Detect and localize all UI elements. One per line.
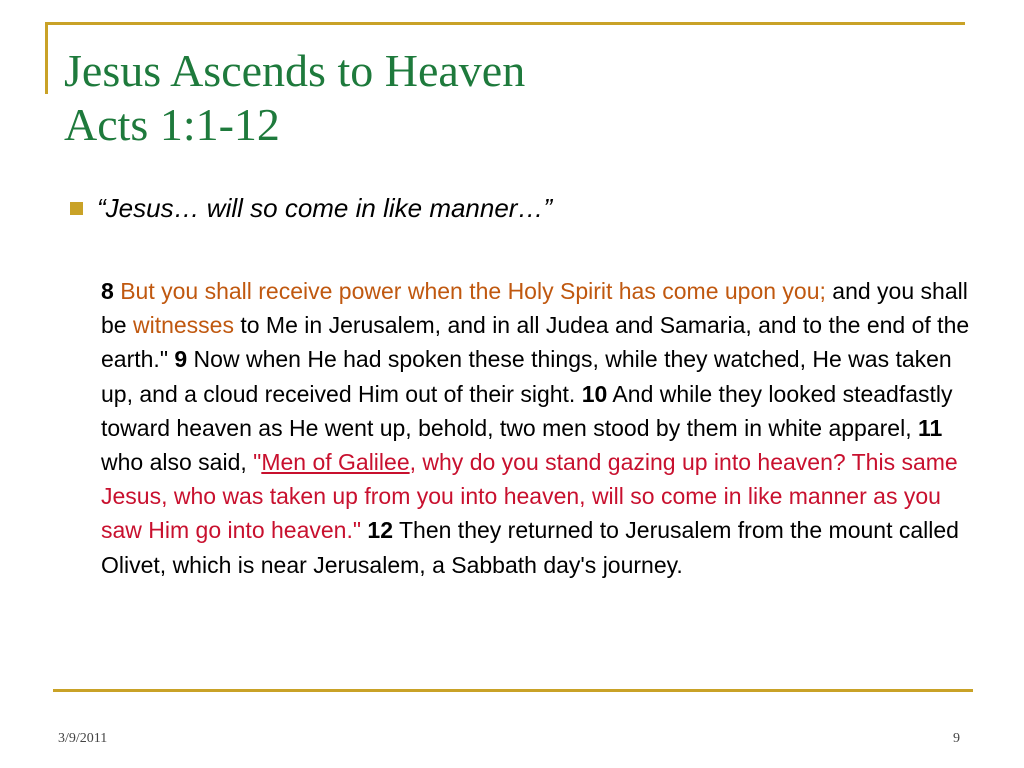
frame-top-line (45, 22, 965, 25)
square-bullet-icon (70, 202, 83, 215)
verse-number-9: 9 (174, 346, 188, 373)
men-of-galilee-link[interactable]: Men of Galilee (261, 449, 410, 476)
title-line-1: Jesus Ascends to Heaven (64, 45, 526, 96)
frame-bottom-line (53, 689, 973, 692)
verse-8-text-end: to Me in Jerusalem, and in all Judea and Samaria, and to the end of the earth." (101, 312, 970, 373)
verse-number-12: 12 (367, 517, 394, 544)
scripture-passage (101, 274, 971, 582)
bullet-quote: “Jesus… will so come in like manner…” (97, 193, 553, 223)
page-number: 9 (953, 731, 960, 746)
verse-8-highlight: But you shall receive power when the Holy Spirit has come upon you; (120, 278, 826, 304)
verse-number-10: 10 (581, 380, 608, 407)
verse-10-text: And while they looked steadfastly toward heaven as He went up, behold, two men stood by them in white apparel, (101, 380, 953, 441)
verse-9-text: Now when He had spoken these things, while they watched, He was taken up, and a cloud received Him out of their sight. (101, 346, 952, 407)
frame-left-line (45, 22, 48, 94)
footer-date: 3/9/2011 (58, 731, 108, 746)
verse-12-text: Then they returned to Jerusalem from the mount called Olivet, which is near Jerusalem, a Sabbath day's journey. (101, 517, 959, 578)
verse-11-text: who also said, (101, 449, 254, 476)
slide-title (64, 44, 525, 152)
bullet-item (70, 193, 552, 224)
verse-11-quote-text: , why do you stand gazing up into heaven? This same Jesus, who was taken up from you into heaven, will so come in like manner as you saw Him go into heaven." (101, 449, 958, 544)
title-line-2: Acts 1:1-12 (64, 99, 280, 150)
verse-number-8: 8 (101, 278, 114, 304)
verse-8-witnesses: witnesses (132, 312, 234, 339)
verse-number-11: 11 (917, 414, 943, 441)
verse-11-open-quote: " (253, 449, 262, 476)
verse-8-text: and you shall be (101, 278, 968, 339)
